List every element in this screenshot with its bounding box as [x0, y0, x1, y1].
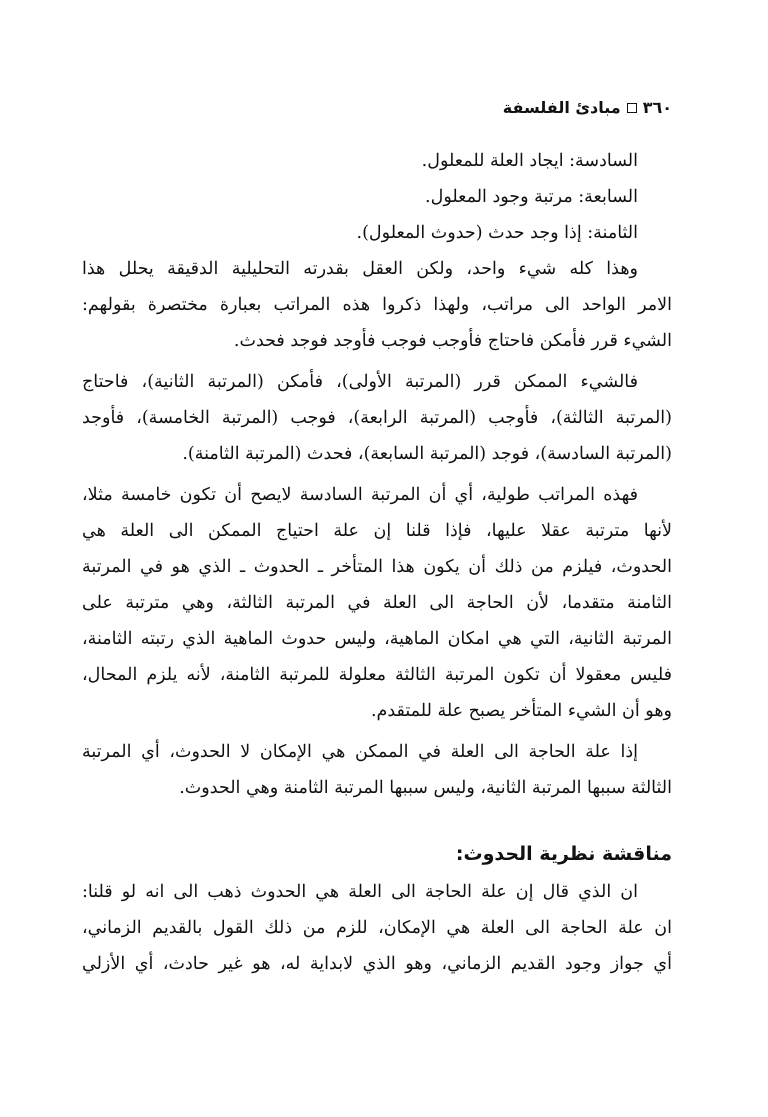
book-title: مبادئ الفلسفة: [502, 98, 621, 117]
paragraph-line: الامر الواحد الى مراتب، ولهذا ذكروا هذه المراتب بعبارة مختصرة بقولهم:: [82, 295, 672, 315]
page-number: ٣٦٠: [642, 98, 672, 117]
running-header: [503, 98, 672, 117]
page-body: [82, 143, 672, 982]
paragraph-line: ان علة الحاجة الى العلة هي الإمكان، للزم من ذلك القول بالقديم الزماني،: [82, 918, 672, 938]
paragraph-line: الشيء قرر فأمكن فاحتاج فأوجب فوجب فأوجد فوجد فحدث.: [233, 331, 672, 351]
square-separator-icon: [627, 103, 637, 113]
paragraph-line: إذا علة الحاجة الى العلة في الممكن هي الإمكان لا الحدوث، أي المرتبة: [82, 742, 638, 762]
list-item: السابعة: مرتبة وجود المعلول.: [425, 187, 638, 207]
paragraph-line: (المرتبة السادسة)، فوجد (المرتبة السابعة)، فحدث (المرتبة الثامنة).: [182, 444, 672, 464]
list-item: السادسة: ايجاد العلة للمعلول.: [421, 151, 638, 171]
section-heading: مناقشة نظرية الحدوث:: [455, 843, 672, 865]
paragraph-line: الثامنة متقدما، لأن الحاجة الى العلة في المرتبة الثالثة، وهي مترتبة على: [82, 593, 672, 613]
paragraph-line: فهذه المراتب طولية، أي أن المرتبة السادسة لايصح أن تكون خامسة مثلا،: [82, 485, 638, 505]
paragraph-line: فالشيء الممكن قرر (المرتبة الأولى)، فأمكن (المرتبة الثانية)، فاحتاج: [82, 372, 638, 392]
paragraph-line: (المرتبة الثالثة)، فأوجب (المرتبة الرابعة)، فوجب (المرتبة الخامسة)، فأوجد: [82, 408, 672, 428]
paragraph-line: المرتبة الثانية، التي هي امكان الماهية، وليس حدوث الماهية الذي رتبته الثامنة،: [82, 629, 672, 649]
paragraph-line: ان الذي قال إن علة الحاجة الى العلة هي الحدوث ذهب الى انه لو قلنا:: [82, 882, 638, 902]
paragraph-line: وهذا كله شيء واحد، ولكن العقل بقدرته التحليلية الدقيقة يحلل هذا: [82, 259, 638, 279]
paragraph-line: فليس معقولا أن تكون المرتبة الثالثة معلولة للمرتبة الثامنة، لأنه يلزم المحال،: [82, 665, 672, 685]
list-item: الثامنة: إذا وجد حدث (حدوث المعلول).: [356, 223, 638, 243]
paragraph-line: الحدوث، فيلزم من ذلك أن يكون هذا المتأخر ـ الحدوث ـ الذي هو في المرتبة: [82, 557, 672, 577]
paragraph-line: أي جواز وجود القديم الزماني، وهو الذي لابداية له، هو غير حادث، أي الأزلي: [82, 954, 672, 974]
paragraph-line: لأنها مترتبة عقلا عليها، فإذا قلنا إن علة احتياج الممكن الى العلة هي: [82, 521, 672, 541]
paragraph-line: وهو أن الشيء المتأخر يصبح علة للمتقدم.: [370, 701, 672, 721]
paragraph-line: الثالثة سببها المرتبة الثانية، وليس سببها المرتبة الثامنة وهي الحدوث.: [179, 778, 672, 798]
